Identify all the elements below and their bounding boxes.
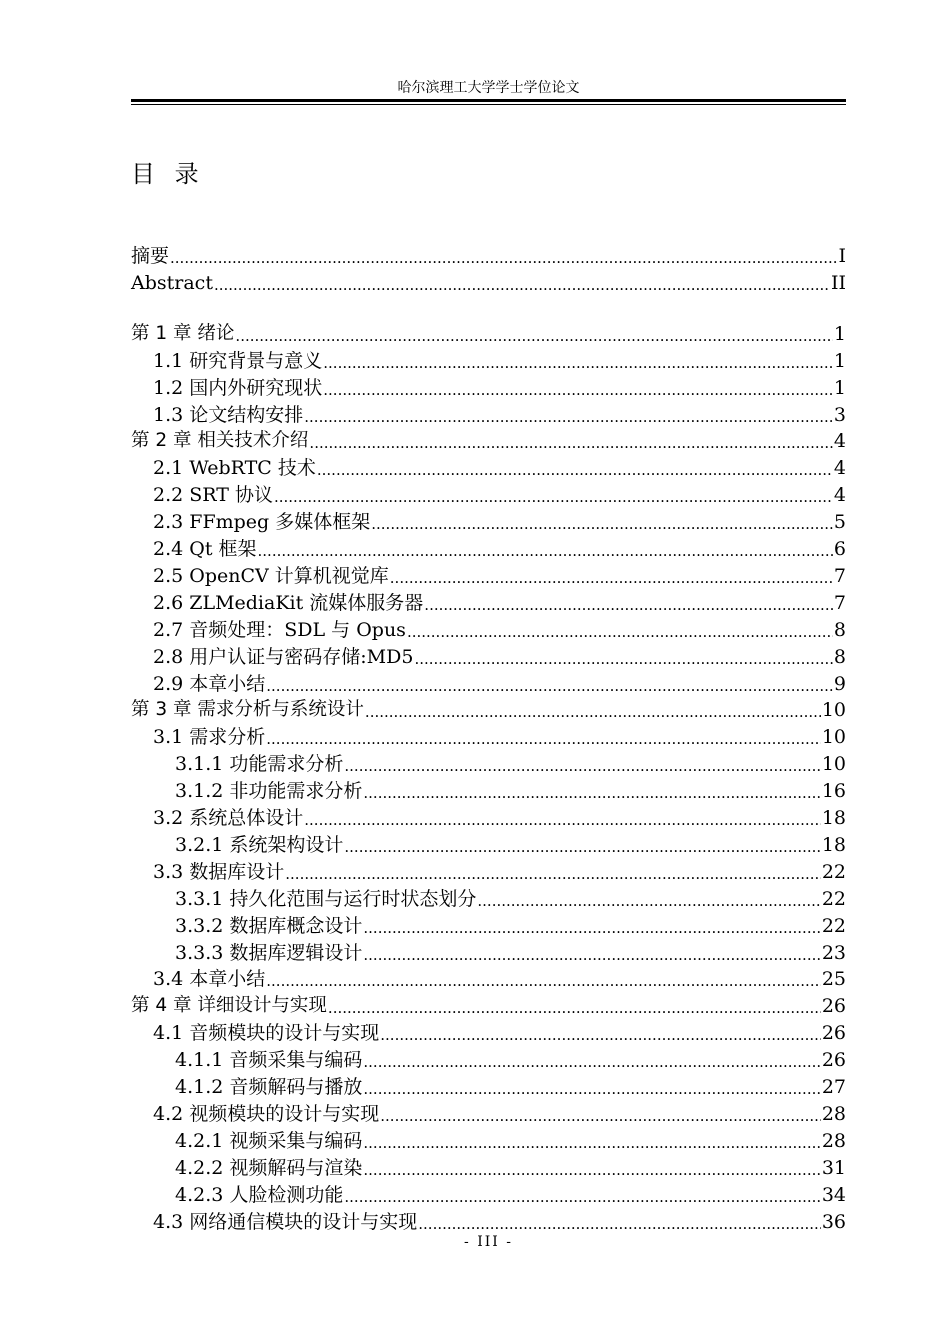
toc-entry-title: 4.2.1 视频采集与编码 — [175, 1129, 363, 1152]
toc-entry-title: 3.2.1 系统架构设计 — [175, 833, 344, 856]
page-number: - III - — [464, 1234, 513, 1250]
toc-entry[interactable] — [131, 883, 846, 910]
toc-entry-page: 22 — [821, 914, 846, 937]
toc-entry-page: II — [830, 271, 846, 294]
toc-dot-leader — [304, 408, 833, 426]
toc-entry[interactable] — [131, 1017, 846, 1044]
toc-entry-title: 2.6 ZLMediaKit 流媒体服务器 — [153, 591, 424, 614]
toc-entry-title: 第 2 章 相关技术介绍 — [131, 430, 309, 452]
toc-entry[interactable] — [131, 587, 846, 614]
toc-entry-title: 第 3 章 需求分析与系统设计 — [131, 699, 364, 721]
toc-entry[interactable] — [131, 829, 846, 856]
toc-dot-leader — [304, 811, 821, 829]
toc-entry-page: 6 — [833, 538, 846, 561]
toc-dot-leader — [309, 434, 832, 452]
toc-entry-title: 2.1 WebRTC 技术 — [153, 457, 316, 480]
toc-entry[interactable] — [131, 1071, 846, 1098]
toc-entry-page: 1 — [833, 349, 846, 372]
toc-entry[interactable] — [131, 614, 846, 641]
toc-entry-title: 3.1 需求分析 — [153, 726, 266, 749]
toc-entry-title: Abstract — [131, 271, 213, 294]
toc-entry-page: 26 — [821, 995, 846, 1018]
toc-entry-page: 25 — [821, 968, 846, 991]
toc-dot-leader — [380, 1026, 821, 1044]
toc-entry-page: 8 — [833, 618, 846, 641]
toc-entry[interactable] — [131, 748, 846, 775]
toc-dot-leader — [328, 999, 821, 1017]
toc-entry-title: 摘要 — [131, 244, 170, 267]
toc-dot-leader — [380, 1107, 821, 1125]
toc-entry-title: 1.1 研究背景与意义 — [153, 349, 323, 372]
toc-dot-leader — [266, 972, 821, 990]
toc-dot-leader — [363, 1134, 820, 1152]
toc-dot-leader — [363, 784, 820, 802]
toc-entry[interactable] — [131, 991, 846, 1018]
toc-dot-leader — [266, 730, 821, 748]
toc-entry-page: 18 — [821, 807, 846, 830]
toc-entry-title: 3.3.2 数据库概念设计 — [175, 914, 363, 937]
toc-entry-title: 4.1 音频模块的设计与实现 — [153, 1022, 380, 1045]
toc-dot-leader — [285, 865, 821, 883]
toc-entry-page: 31 — [821, 1156, 846, 1179]
toc-entry-title: 3.2 系统总体设计 — [153, 807, 304, 830]
toc-entry[interactable] — [131, 695, 846, 722]
toc-entry-title: 4.1.2 音频解码与播放 — [175, 1076, 363, 1099]
toc-entry-page: 10 — [821, 726, 846, 749]
toc-dot-leader — [344, 757, 820, 775]
toc-entry[interactable] — [131, 856, 846, 883]
toc-entry[interactable] — [131, 1098, 846, 1125]
toc-dot-leader — [235, 327, 832, 345]
toc-entry[interactable] — [131, 399, 846, 426]
toc-entry-page: 7 — [833, 564, 846, 587]
toc-entry-page: 28 — [821, 1129, 846, 1152]
toc-dot-leader — [274, 488, 833, 506]
toc-entry-page: 22 — [821, 860, 846, 883]
toc-entry-page: 16 — [821, 780, 846, 803]
toc-dot-leader — [371, 515, 833, 533]
toc-dot-leader — [317, 461, 833, 479]
toc-entry-title: 2.3 FFmpeg 多媒体框架 — [153, 511, 371, 534]
toc-entry-page: 36 — [821, 1210, 846, 1233]
toc-dot-leader — [170, 249, 837, 267]
toc-dot-leader — [344, 838, 820, 856]
toc-entry-page: 1 — [833, 322, 846, 345]
toc-entry-title: 第 4 章 详细设计与实现 — [131, 995, 327, 1017]
toc-entry-page: 4 — [833, 484, 846, 507]
toc-entry-title: 3.4 本章小结 — [153, 968, 266, 991]
toc-entry-page: 27 — [821, 1076, 846, 1099]
toc-dot-leader — [414, 650, 832, 668]
toc-entry[interactable] — [131, 1152, 846, 1179]
toc-entry-title: 3.3.3 数据库逻辑设计 — [175, 941, 363, 964]
toc-entry[interactable] — [131, 533, 846, 560]
toc-title: 目 录 — [131, 160, 205, 188]
toc-entry[interactable] — [131, 560, 846, 587]
toc-entry-page: 7 — [833, 591, 846, 614]
toc-entry[interactable] — [131, 506, 846, 533]
toc-entry[interactable] — [131, 318, 846, 345]
toc-entry[interactable] — [131, 802, 846, 829]
toc-entry-page: 8 — [833, 645, 846, 668]
toc-entry-title: 4.2.3 人脸检测功能 — [175, 1183, 344, 1206]
toc-dot-leader — [363, 1161, 820, 1179]
toc-entry-title: 2.9 本章小结 — [153, 672, 266, 695]
toc-entry[interactable] — [131, 1125, 846, 1152]
toc-entry[interactable] — [131, 372, 846, 399]
toc-entry-page: 3 — [833, 403, 846, 426]
toc-entry-title: 3.1.2 非功能需求分析 — [175, 780, 363, 803]
toc-entry-page: 18 — [821, 833, 846, 856]
toc-dot-leader — [365, 703, 821, 721]
header-rule-thin — [131, 104, 846, 105]
toc-entry[interactable] — [131, 453, 846, 480]
toc-entry-page: 4 — [833, 430, 846, 453]
toc-entry[interactable] — [131, 964, 846, 991]
toc-entry-page: 9 — [833, 672, 846, 695]
toc-entry-title: 2.4 Qt 框架 — [153, 538, 257, 561]
toc-entry[interactable] — [131, 641, 846, 668]
toc-entry[interactable] — [131, 240, 846, 267]
toc-dot-leader — [363, 1080, 820, 1098]
toc-entry[interactable] — [131, 937, 846, 964]
toc-dot-leader — [258, 542, 833, 560]
toc-entry[interactable] — [131, 426, 846, 453]
toc-entry-page: 34 — [821, 1183, 846, 1206]
toc-entry-title: 第 1 章 绪论 — [131, 322, 235, 344]
header-rule-thick — [131, 99, 846, 102]
toc-entry-page: I — [838, 244, 846, 267]
toc-entry-title: 4.2 视频模块的设计与实现 — [153, 1102, 380, 1125]
toc-entry-title: 1.3 论文结构安排 — [153, 403, 304, 426]
toc-entry-title: 4.2.2 视频解码与渲染 — [175, 1156, 363, 1179]
toc-entry-title: 2.7 音频处理：SDL 与 Opus — [153, 618, 406, 641]
toc-entry[interactable] — [131, 267, 846, 294]
toc-entry-title: 4.1.1 音频采集与编码 — [175, 1049, 363, 1072]
toc-dot-leader — [363, 946, 820, 964]
toc-dot-leader — [418, 1215, 821, 1233]
toc-entry-page: 26 — [821, 1049, 846, 1072]
toc-dot-leader — [390, 569, 833, 587]
toc-dot-leader — [407, 623, 833, 641]
toc-entry-title: 3.3 数据库设计 — [153, 860, 285, 883]
toc-entry[interactable] — [131, 1044, 846, 1071]
toc-entry-title: 3.3.1 持久化范围与运行时状态划分 — [175, 887, 477, 910]
toc-entry[interactable] — [131, 1206, 846, 1233]
toc-entry-page: 10 — [821, 753, 846, 776]
toc-entry[interactable] — [131, 775, 846, 802]
toc-entry-page: 10 — [821, 699, 846, 722]
toc-dot-leader — [424, 596, 833, 614]
toc-entry-page: 28 — [821, 1102, 846, 1125]
toc-dot-leader — [323, 381, 833, 399]
toc-entry[interactable] — [131, 910, 846, 937]
toc-entry-title: 2.2 SRT 协议 — [153, 484, 273, 507]
toc-entry-title: 1.2 国内外研究现状 — [153, 376, 323, 399]
toc-entry-page: 22 — [821, 887, 846, 910]
toc-dot-leader — [214, 276, 830, 294]
toc-entry[interactable] — [131, 479, 846, 506]
toc-dot-leader — [363, 1053, 820, 1071]
toc-entry[interactable] — [131, 345, 846, 372]
toc-entry-title: 3.1.1 功能需求分析 — [175, 753, 344, 776]
toc-dot-leader — [477, 892, 820, 910]
toc-dot-leader — [344, 1188, 820, 1206]
toc-entry-page: 4 — [833, 457, 846, 480]
toc-entry-page: 23 — [821, 941, 846, 964]
toc-entry[interactable] — [131, 668, 846, 695]
toc-entry-title: 2.5 OpenCV 计算机视觉库 — [153, 564, 389, 587]
toc-entry[interactable] — [131, 722, 846, 749]
toc-entry-page: 1 — [833, 376, 846, 399]
toc-entry[interactable] — [131, 1179, 846, 1206]
running-header: 哈尔滨理工大学学士学位论文 — [397, 80, 580, 96]
toc-dot-leader — [363, 919, 820, 937]
toc-dot-leader — [266, 677, 833, 695]
toc-entry-page: 5 — [833, 511, 846, 534]
toc-dot-leader — [323, 354, 833, 372]
toc-entry-page: 26 — [821, 1022, 846, 1045]
toc-entry-title: 4.3 网络通信模块的设计与实现 — [153, 1210, 418, 1233]
toc-entry-title: 2.8 用户认证与密码存储:MD5 — [153, 645, 414, 668]
